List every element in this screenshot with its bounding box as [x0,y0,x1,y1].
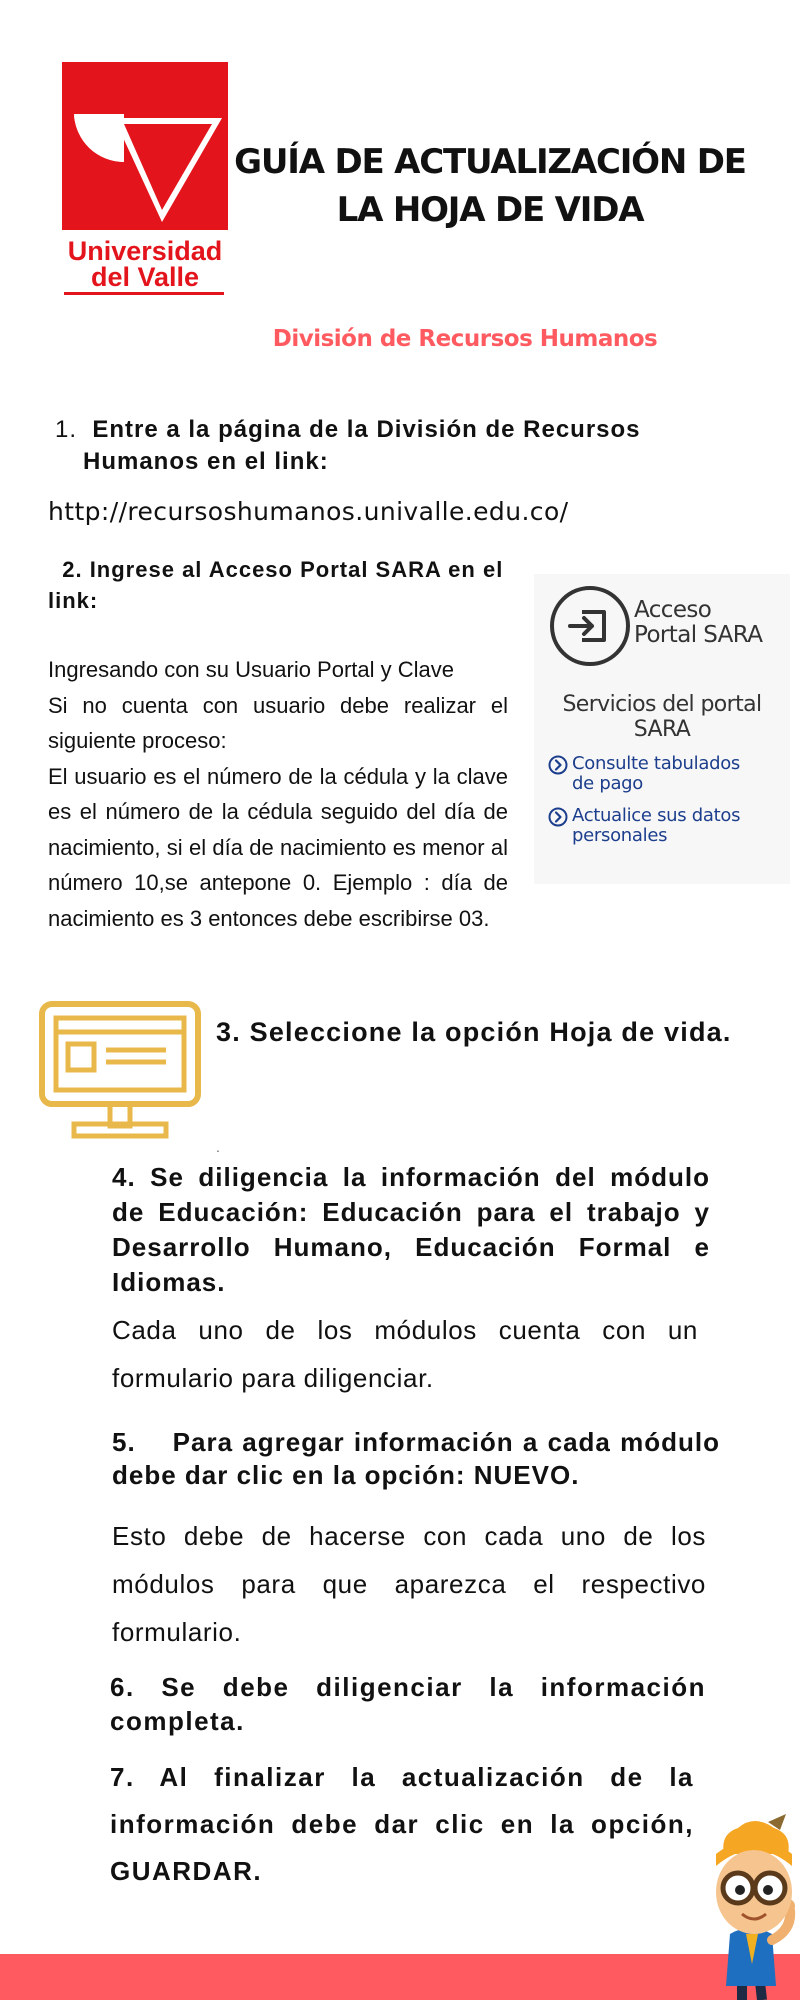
step-2-heading: 2. Ingrese al Acceso Portal SARA en el link: [48,557,504,613]
step-1-number: 1. [55,416,78,443]
recursos-humanos-link[interactable]: http://recursoshumanos.univalle.edu.co/ [48,497,569,526]
step-3: 3. Seleccione la opción Hoja de vida. [216,1017,732,1047]
sara-services-title: Servicios del portal SARA [562,692,762,742]
step-2-body [48,652,508,936]
sara-link-actualice-datos[interactable]: Actualice sus datos personales [548,806,784,846]
page-subtitle: División de Recursos Humanos [272,326,658,352]
step-5-heading: 5. Para agregar información a cada módulo debe dar clic en la opción: NUEVO. [112,1427,729,1490]
page-title: GUÍA DE ACTUALIZACIÓN DE LA HOJA DE VIDA [234,142,746,230]
step-1-line1: Entre a la página de la División de Recursos [92,416,641,443]
sara-link-consulte-tabulados[interactable]: Consulte tabulados de pago [548,754,784,794]
sara-portal-card[interactable] [534,574,790,884]
step-1-line2: Humanos en el link: [83,448,329,475]
step-4-heading: 4. Se diligencia la información del módulo de Educación: Educación para el trabajo y Desarrollo Humano, Educación Formal e Idiomas. [112,1162,710,1297]
step-2-body-line: El usuario es el número de la cédula y la clave es el número de la cédula seguido del día de nacimiento, si el día de nacimiento es menor al número 10,se antepone 0. Ejemplo : día de nacimiento es 3 entonces debe escribirse 03. [48,763,508,931]
chevron-right-icon [548,755,568,775]
step-6: 6. Se debe diligenciar la información completa. [110,1672,706,1736]
step-2-body-line: Si no cuenta con usuario debe realizar el siguiente proceso: [48,692,508,753]
chevron-right-icon [548,807,568,827]
sara-card-title: Acceso Portal SARA [634,597,763,648]
step-7: 7. Al finalizar la actualización de la información debe dar clic en la opción, GUARDAR. [110,1762,694,1886]
universidad-del-valle-logo [62,62,228,298]
logo-name-line1: Universidad [67,236,223,266]
step-4-body: Cada uno de los módulos cuenta con un formulario para diligenciar. [112,1315,698,1393]
logo-name-line2: del Valle [90,262,200,292]
separator-dot: . [216,1139,220,1155]
mascot-illustration [664,1814,800,2000]
step-1 [55,414,710,478]
login-icon [548,584,632,668]
step-5-body: Esto debe de hacerse con cada uno de los módulos para que aparezca el respectivo formulario. [112,1521,706,1647]
monitor-icon [38,1000,202,1140]
step-2-body-line: Ingresando con su Usuario Portal y Clave [48,657,454,682]
